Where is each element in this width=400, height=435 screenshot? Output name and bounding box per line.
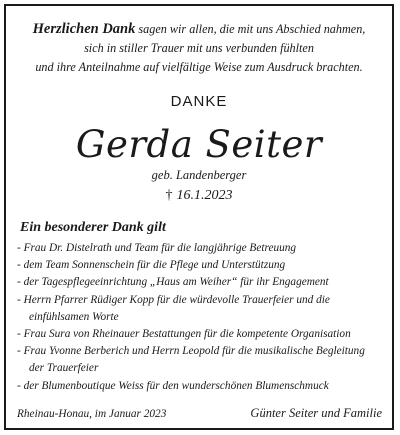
list-item: - Frau Sura von Rheinauer Bestattungen für die kompetente Organisation bbox=[17, 328, 351, 341]
thanks-heading: Ein besonderer Dank gilt bbox=[20, 220, 166, 235]
death-line bbox=[6, 188, 392, 204]
list-item: - Herrn Pfarrer Rüdiger Kopp für die würdevolle Trauerfeier und die bbox=[17, 293, 330, 306]
intro-line-1: sagen wir allen, die mit uns Abschied nahmen, bbox=[138, 22, 366, 36]
list-item: - der Tagespflegeeinrichtung „Haus am Weiher“ für ihr Engagement bbox=[17, 276, 329, 289]
intro-lead: Herzlichen Dank bbox=[32, 21, 136, 37]
list-item-continuation: der Trauerfeier bbox=[29, 362, 99, 375]
list-item: - dem Team Sonnenschein für die Pflege und Unterstützung bbox=[17, 259, 286, 272]
birth-name: geb. Landenberger bbox=[151, 168, 247, 182]
list-item: - Frau Dr. Distelrath und Team für die langjährige Betreuung bbox=[17, 242, 297, 254]
intro-line-3: und ihre Anteilnahme auf vielfältige Weise zum Ausdruck brachten. bbox=[35, 60, 363, 74]
intro-line-2: sich in stiller Trauer mit uns verbunden fühlten bbox=[84, 41, 314, 55]
thanks-list bbox=[17, 240, 387, 395]
danke-heading: DANKE bbox=[170, 93, 228, 110]
list-item: - Frau Yvonne Berberich und Herrn Leopold für die musikalische Begleitung bbox=[17, 345, 365, 358]
deceased-name: Gerda Seiter bbox=[75, 123, 323, 166]
signature: Günter Seiter und Familie bbox=[250, 406, 382, 420]
list-item-continuation: einfühlsamen Worte bbox=[29, 310, 119, 323]
obituary-card bbox=[4, 4, 394, 430]
cross-icon: † bbox=[165, 188, 173, 203]
list-item: - der Blumenboutique Weiss für den wunderschönen Blumenschmuck bbox=[17, 379, 329, 392]
intro-text bbox=[6, 20, 392, 77]
place-date: Rheinau-Honau, im Januar 2023 bbox=[17, 408, 167, 420]
death-date: 16.1.2023 bbox=[176, 188, 233, 203]
